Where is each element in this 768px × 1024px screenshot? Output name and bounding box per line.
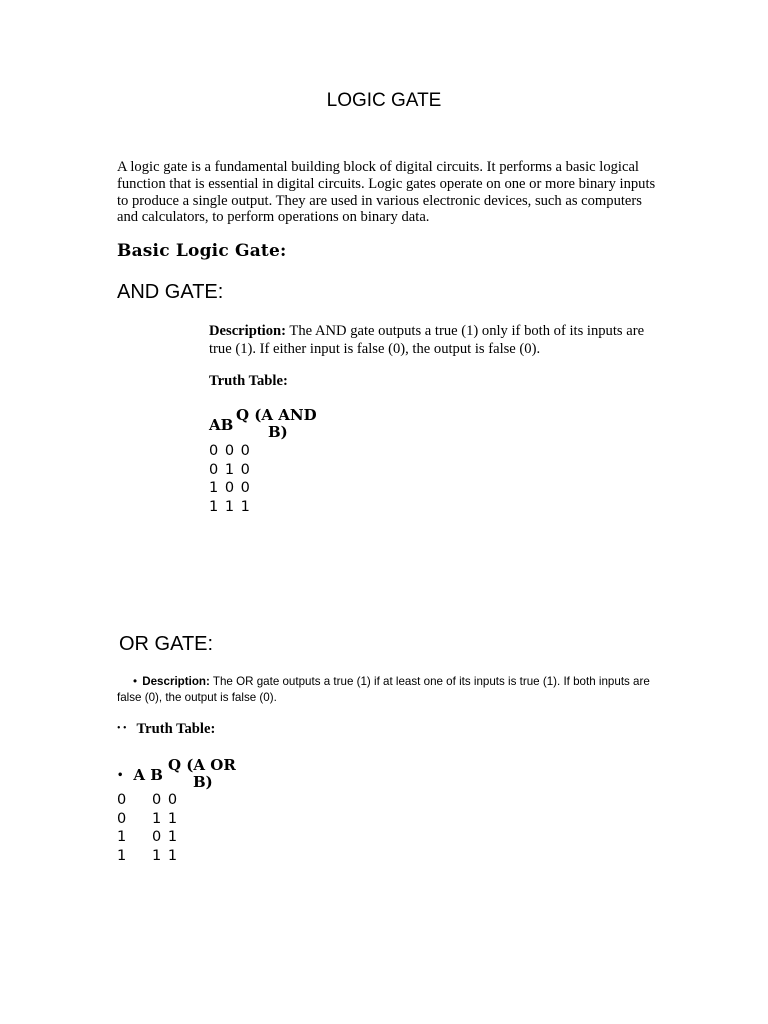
page-title: LOGIC GATE (326, 90, 442, 111)
or-truth-table-label: Truth Table: (136, 721, 216, 737)
section-heading: Basic Logic Gate: (117, 241, 287, 261)
table-cell: 0 0 (152, 792, 179, 808)
intro-paragraph: A logic gate is a fundamental building block of digital circuits. It performs a basic logical function that is essential in digital circuits. Logic gates operate on one or more binary inputs to produce a single output. They are used in various electronic devices, such as computers and calculators, to perform operations on binary data. (117, 159, 656, 226)
and-header-q-line1: Q (A AND (236, 406, 317, 424)
and-gate-heading: AND GATE: (117, 281, 224, 303)
table-row: 1 1 1 (209, 498, 251, 515)
and-table-header-q (236, 407, 336, 441)
table-row: 0 1 0 (209, 461, 251, 478)
and-truth-table-rows (209, 442, 251, 516)
table-cell: 0 (117, 792, 127, 808)
or-table-header-ab (117, 766, 163, 784)
table-row (117, 847, 178, 866)
and-truth-table-label: Truth Table: (209, 373, 288, 389)
bullet-icon: • • (117, 723, 127, 734)
bullet-icon: • (117, 770, 124, 781)
and-table-header-ab: AB (209, 416, 234, 434)
and-gate-description (209, 322, 659, 358)
table-cell: 0 1 (152, 829, 179, 846)
table-cell: 1 1 (152, 847, 179, 864)
table-cell: 1 1 (152, 810, 179, 827)
and-description-text: The AND gate outputs a true (1) only if both of its inputs are true (1). If either input is false (0), the output is false (0). (209, 323, 645, 357)
table-row (117, 828, 178, 847)
or-header-ab-text: A B (133, 766, 163, 784)
table-cell: 1 (117, 829, 127, 846)
table-row (117, 791, 178, 810)
table-row (117, 810, 178, 829)
table-cell: 1 (117, 847, 127, 864)
or-gate-description (117, 674, 657, 706)
bullet-icon: • (132, 675, 137, 688)
table-row: 0 0 0 (209, 443, 251, 459)
and-header-q-line2: B) (268, 423, 288, 441)
or-header-q-line1: Q (A OR (168, 756, 236, 774)
or-truth-table-label-line (117, 721, 215, 738)
or-gate-heading: OR GATE: (119, 633, 214, 655)
table-row: 1 0 0 (209, 480, 251, 497)
or-description-text: The OR gate outputs a true (1) if at least one of its inputs is true (1). If both inputs are false (0), the output is false (0). (117, 675, 650, 704)
or-truth-table-rows (117, 791, 178, 865)
and-description-label: Description: (209, 323, 287, 339)
or-table-header-q (168, 757, 268, 791)
or-description-label: Description: (142, 675, 210, 688)
or-header-q-line2: B) (193, 773, 213, 791)
table-cell: 0 (117, 810, 127, 827)
